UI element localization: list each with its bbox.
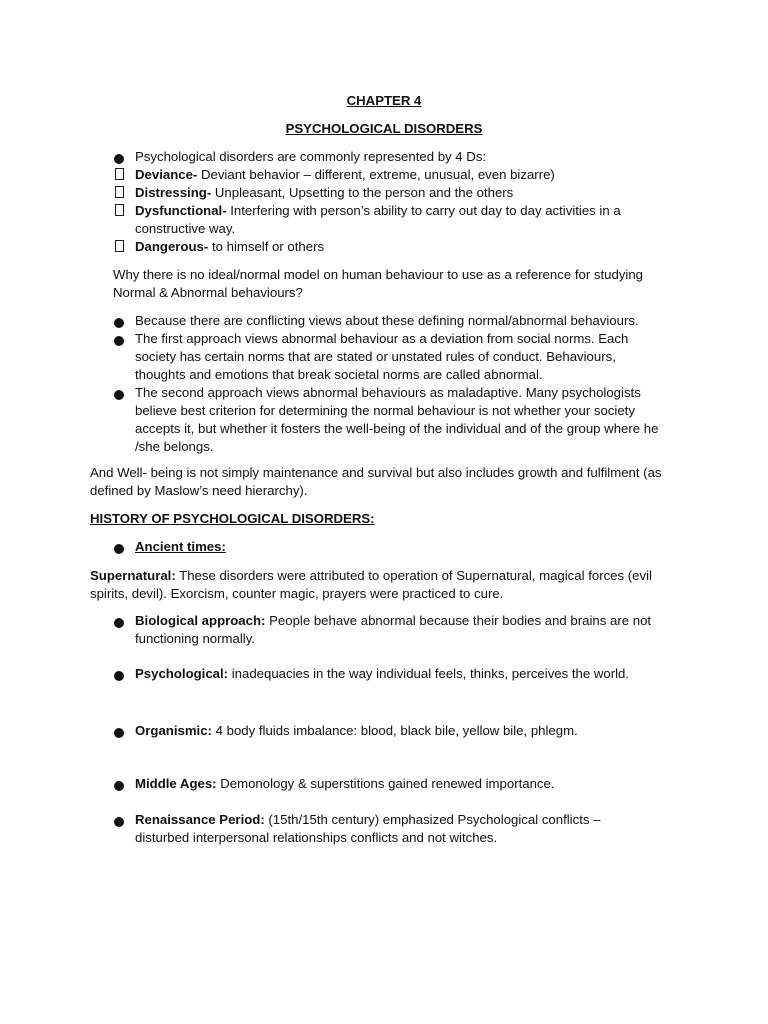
supernatural-paragraph: Supernatural: These disorders were attributed to operation of Supernatural, magical forces (evil spirits, devil). Exorcism, counter magic, prayers were practiced to cure. [90, 568, 652, 601]
history-item-psychological: Psychological: inadequacies in the way individual feels, thinks, perceives the world. [135, 666, 630, 681]
d-item-deviance: Deviance- Deviant behavior – different, extreme, unusual, even bizarre) [135, 167, 555, 182]
ancient-times-item: Ancient times: [135, 539, 226, 554]
history-heading: HISTORY OF PSYCHOLOGICAL DISORDERS: [90, 511, 375, 526]
history-item-organismic: Organismic: 4 body fluids imbalance: blood, black bile, yellow bile, phlegm. [135, 723, 578, 738]
history-item-renaissance: Renaissance Period: (15th/15th century) emphasized Psychological conflicts – disturbed interpersonal relationships conflicts and not witches. [135, 812, 601, 845]
d-item-dysfunctional: Dysfunctional- Interfering with person’s ability to carry out day to day activities in a constructive way. [135, 203, 621, 236]
bullet-dot-icon [112, 667, 126, 686]
answer-item: The first approach views abnormal behaviour as a deviation from social norms. Each society has certain norms that are stated or unstated rules of conduct. Behaviours, thoughts and emotions that break societal norms are called abnormal. [135, 331, 629, 382]
intro-item: Psychological disorders are commonly represented by 4 Ds: [135, 149, 487, 164]
question-paragraph: Why there is no ideal/normal model on human behaviour to use as a reference for studying Normal & Abnormal behaviours? [113, 267, 643, 300]
answer-item: The second approach views abnormal behaviours as maladaptive. Many psychologists believe best criterion for determining the normal behaviour is not whether your society accepts it, but whether it fosters the well-being of the individual and of the group where he /she belongs. [135, 385, 659, 454]
answer-item: Because there are conflicting views about these defining normal/abnormal behaviours. [135, 313, 639, 328]
bullet-dot-icon [112, 314, 126, 333]
bullet-dot-icon [112, 724, 126, 743]
bullet-dot-icon [112, 332, 126, 351]
checkbox-glyph-icon [112, 238, 126, 257]
bullet-dot-icon [112, 540, 126, 559]
history-item-middle-ages: Middle Ages: Demonology & superstitions gained renewed importance. [135, 776, 555, 791]
wellbeing-paragraph: And Well- being is not simply maintenance and survival but also includes growth and fulfilment (as defined by Maslow’s need hierarchy). [90, 465, 662, 498]
page-title: PSYCHOLOGICAL DISORDERS [285, 121, 483, 136]
bullet-dot-icon [112, 777, 126, 796]
d-item-distressing: Distressing- Unpleasant, Upsetting to the person and the others [135, 185, 514, 200]
d-item-dangerous: Dangerous- to himself or others [135, 239, 325, 254]
chapter-heading: CHAPTER 4 [346, 93, 422, 108]
bullet-dot-icon [112, 614, 126, 633]
checkbox-glyph-icon [112, 166, 126, 185]
history-item-biological: Biological approach: People behave abnormal because their bodies and brains are not functioning normally. [135, 613, 652, 646]
checkbox-glyph-icon [112, 202, 126, 221]
bullet-dot-icon [112, 386, 126, 405]
bullet-dot-icon [112, 813, 126, 832]
checkbox-glyph-icon [112, 184, 126, 203]
